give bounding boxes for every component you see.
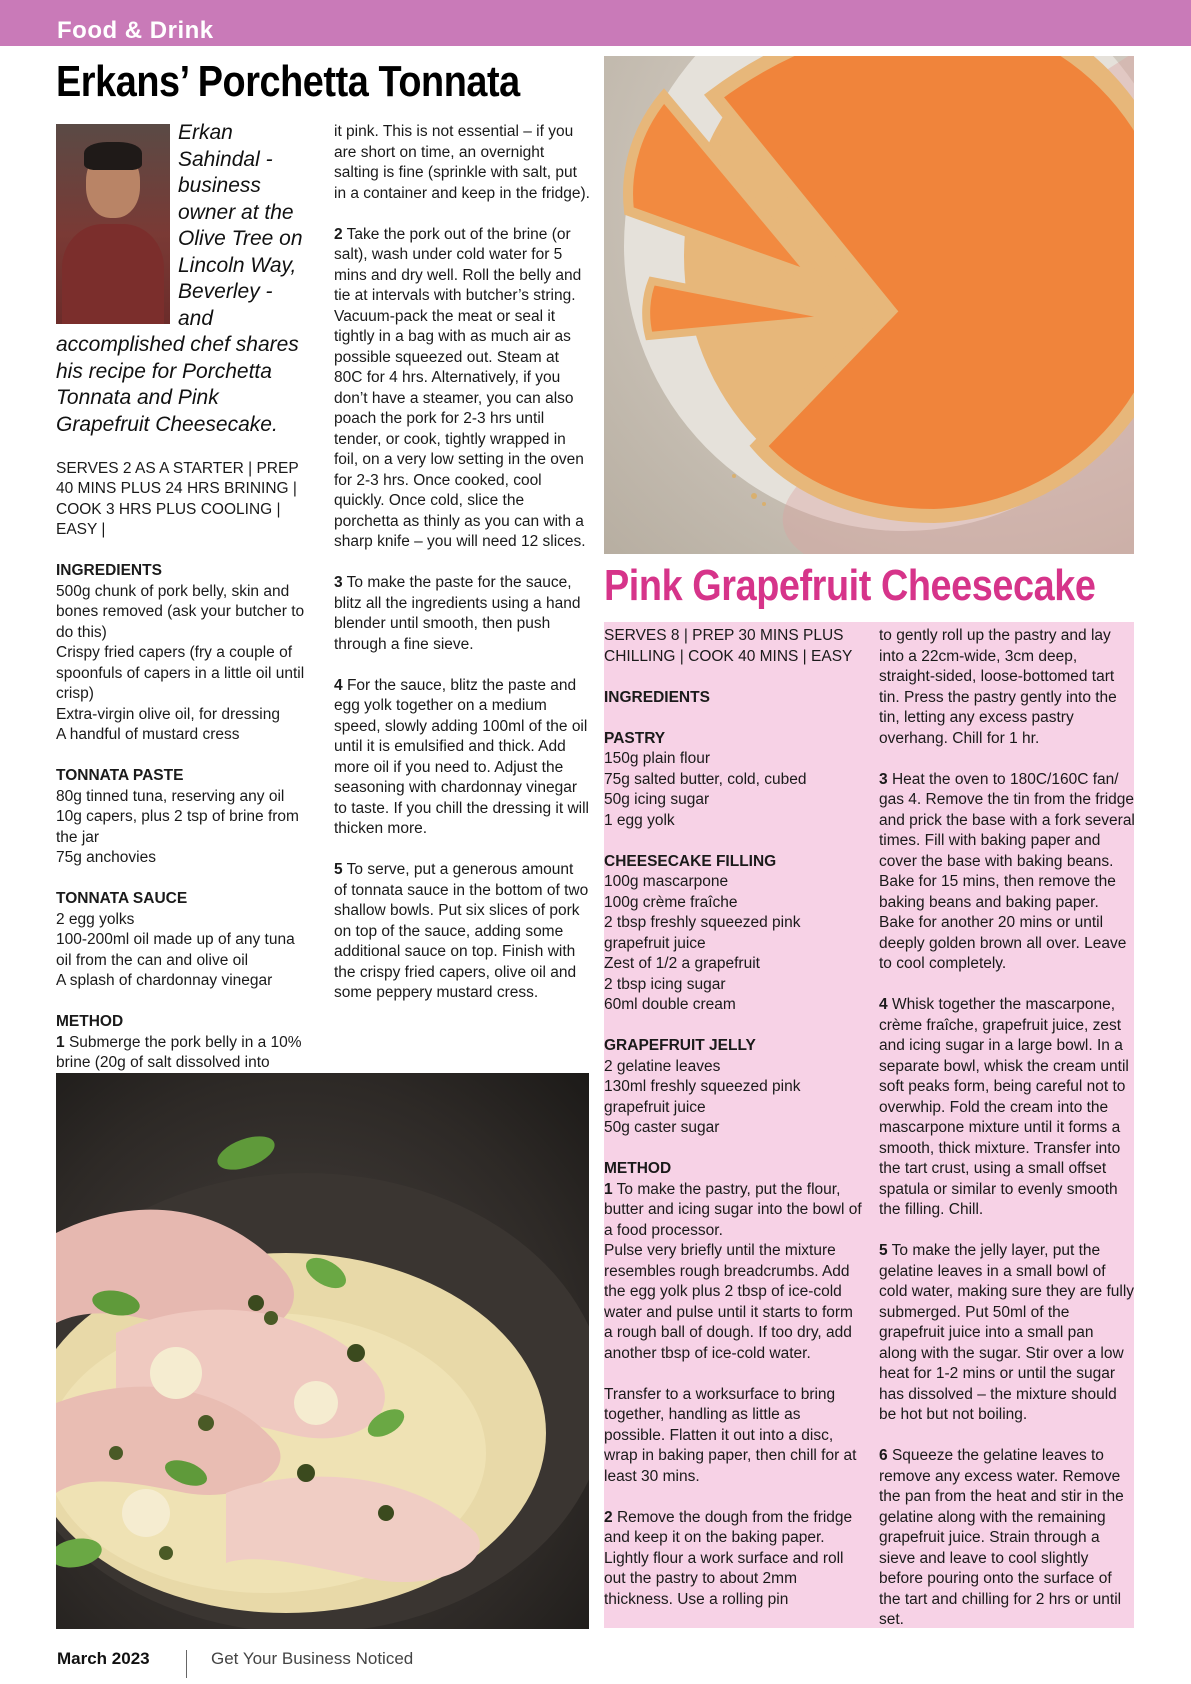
- ingredients-heading: INGREDIENTS: [56, 562, 162, 579]
- step-number: 3: [334, 574, 343, 591]
- footer-date: March 2023: [57, 1649, 150, 1668]
- ingredient-item: 75g anchovies: [56, 849, 156, 866]
- tonnata-sauce-heading: TONNATA SAUCE: [56, 890, 188, 907]
- ingredient-item: Crispy fried capers (fry a couple of spoonfuls of capers in a little oil until crisp): [56, 644, 305, 702]
- ingredient-item: 2 egg yolks: [56, 910, 135, 928]
- grapefruit-jelly-heading: GRAPEFRUIT JELLY: [604, 1037, 756, 1054]
- porchetta-column-1: [56, 120, 312, 1115]
- step-text: To make the pastry, put the flour, butter and icing sugar into the bowl of a food processor.: [604, 1180, 862, 1239]
- ingredient-item: 150g plain flour: [604, 750, 710, 767]
- ingredient-item: 2 tbsp freshly squeezed pink grapefruit juice: [604, 914, 801, 952]
- cheesecake-title: Pink Grapefruit Cheesecake: [604, 561, 1096, 610]
- step-text: Squeeze the gelatine leaves to remove any excess water. Remove the pan from the heat and stir in the gelatine along with the remaining grapefruit juice. Strain through a sieve and leave to cool slightly before pouring onto the surface of the tart and chilling for 2 hrs or until set.: [879, 1447, 1124, 1628]
- step-text: Submerge the pork belly in a 10% brine (20g of salt dissolved into: [56, 1033, 302, 1071]
- step-text: For the sauce, blitz the paste and egg yolk together on a medium speed, slowly adding 100ml of the oil until it is emulsified and thick. Add more oil if you need to. Adjust the seasoning with chardonnay vinegar to taste. If you chill the dressing it will thicken more.: [334, 676, 590, 837]
- step-text: To make the paste for the sauce, blitz all the ingredients using a hand blender until smooth, then push through a fine sieve.: [334, 574, 581, 653]
- cheesecake-filling-heading: CHEESECAKE FILLING: [604, 852, 777, 870]
- ingredient-item: 130ml freshly squeezed pink grapefruit juice: [604, 1078, 801, 1116]
- ingredients-heading: INGREDIENTS: [604, 688, 710, 706]
- method-step-1-continued: Pulse very briefly until the mixture resembles rough breadcrumbs. Add the egg yolk plus 2 tbsp of ice-cold water and pulse until it starts to form a rough ball of dough. If too dry, add another tbsp of ice-cold water.: [604, 1242, 853, 1362]
- footer-divider: [186, 1650, 187, 1678]
- step-number: 2: [604, 1508, 613, 1526]
- ingredient-item: A splash of chardonnay vinegar: [56, 972, 273, 989]
- method-step-3: [334, 573, 590, 655]
- ingredient-item: 2 gelatine leaves: [604, 1057, 721, 1075]
- porchetta-title: Erkans’ Porchetta Tonnata: [56, 57, 520, 106]
- pastry-heading: PASTRY: [604, 729, 666, 747]
- step-text: Take the pork out of the brine (or salt), wash under cold water for 5 mins and dry well. Roll the belly and tie at intervals with butcher’s string. Vacuum-pack the meat or seal it tightly in a bag with as much air as possible squeezed out. Steam at 80C for 4 hrs. Alternatively, if you don’t have a steamer, you can also poach the pork for 2-3 hrs until tender, or cook, tightly wrapped in foil, on a very low setting in the oven for 2-3 hrs. Once cooked, cool quickly. Once cold, slice the porchetta as thinly as you can with a sharp knife – you will need 12 slices.: [334, 225, 586, 550]
- method-step-1-transfer: Transfer to a worksurface to bring together, handling as little as possible. Flatten it out into a disc, wrap in baking paper, then chill for at least 30 mins.: [604, 1385, 857, 1485]
- step-text: To make the jelly layer, put the gelatine leaves in a small bowl of cold water, making sure they are fully submerged. Put 50ml of the grapefruit juice into a small pan along with the sugar. Stir over a low heat for 1-2 mins or until the sugar has dissolved – the mixture should be hot but not boiling.: [879, 1242, 1135, 1423]
- method-step-4: [334, 676, 590, 840]
- footer-tagline: Get Your Business Noticed: [211, 1649, 414, 1668]
- cheesecake-serves: SERVES 8 | PREP 30 MINS PLUS CHILLING | COOK 40 MINS | EASY: [604, 627, 853, 665]
- ingredient-item: 50g caster sugar: [604, 1119, 720, 1136]
- method-step-2: [334, 225, 590, 553]
- tonnata-paste-heading: TONNATA PASTE: [56, 767, 184, 784]
- porchetta-column-2: [334, 122, 590, 1024]
- cheesecake-photo: [604, 56, 1134, 554]
- method-heading: METHOD: [56, 1013, 124, 1030]
- step-number: 4: [879, 996, 888, 1013]
- ingredient-item: 100g crème fraîche: [604, 893, 738, 911]
- step-text: Heat the oven to 180C/160C fan/ gas 4. Remove the tin from the fridge and prick the base with a fork several times. Fill with baking paper and cover the base with baking beans. Bake for 15 mins, then remove the baking beans and baking paper. Bake for another 20 mins or until deeply golden brown all over. Leave to cool completely.: [879, 770, 1135, 972]
- method-step-5: [879, 1241, 1135, 1426]
- section-label: Food & Drink: [57, 17, 214, 44]
- method-step-1-continued: it pink. This is not essential – if you are short on time, an overnight salting is fine (sprinkle with salt, put in a container and keep in the fridge).: [334, 123, 590, 202]
- ingredient-item: 50g icing sugar: [604, 791, 710, 808]
- method-step-4: [879, 995, 1135, 1221]
- chef-intro: [56, 120, 312, 438]
- cheesecake-column-2: [879, 626, 1135, 1651]
- ingredient-item: 100g mascarpone: [604, 873, 729, 890]
- step-number: 1: [604, 1180, 613, 1198]
- step-text: To serve, put a generous amount of tonnata sauce in the bottom of two shallow bowls. Put six slices of pork on top of the sauce, adding some additional sauce on top. Finish with the crispy fried capers, olive oil and some peppery mustard cress.: [334, 861, 589, 1001]
- ingredient-item: 80g tinned tuna, reserving any oil: [56, 787, 285, 805]
- method-step-3: [879, 770, 1135, 975]
- method-step-2-continued: to gently roll up the pastry and lay into a 22cm-wide, 3cm deep, straight-sided, loose-bottomed tart tin. Press the pastry gently into the tin, letting any excess pastry overhang. Chill for 1 hr.: [879, 627, 1117, 747]
- step-number: 1: [56, 1033, 65, 1051]
- method-step-5: [334, 860, 590, 1004]
- ingredient-item: Zest of 1/2 a grapefruit: [604, 955, 760, 972]
- ingredient-item: 2 tbsp icing sugar: [604, 975, 726, 993]
- intro-text: Erkan Sahindal - business owner at the Olive Tree on Lincoln Way, Beverley - and accomplished chef shares his recipe for Porchetta Tonnata and Pink Grapefruit Cheesecake.: [56, 121, 303, 436]
- method-step-2: [604, 1508, 862, 1611]
- ingredient-item: A handful of mustard cress: [56, 726, 240, 743]
- step-number: 5: [334, 861, 343, 878]
- ingredient-item: 100-200ml oil made up of any tuna oil from the can and olive oil: [56, 931, 295, 969]
- method-heading: METHOD: [604, 1160, 672, 1177]
- porchetta-dish-photo: [56, 1073, 589, 1629]
- ingredient-item: 75g salted butter, cold, cubed: [604, 770, 807, 788]
- step-number: 5: [879, 1242, 888, 1259]
- step-text: Remove the dough from the fridge and keep it on the baking paper. Lightly flour a work surface and roll out the pastry to about 2mm thickness. Use a rolling pin: [604, 1508, 853, 1608]
- step-number: 2: [334, 225, 343, 243]
- step-number: 6: [879, 1447, 888, 1464]
- method-step-6: [879, 1446, 1135, 1631]
- cheesecake-column-1: [604, 626, 862, 1610]
- ingredient-item: 1 egg yolk: [604, 811, 675, 829]
- method-step-1: [604, 1180, 862, 1242]
- chef-portrait: [56, 124, 170, 324]
- porchetta-serves: SERVES 2 AS A STARTER | PREP 40 MINS PLUS 24 HRS BRINING | COOK 3 HRS PLUS COOLING | EASY |: [56, 459, 299, 538]
- ingredient-item: Extra-virgin olive oil, for dressing: [56, 705, 280, 723]
- ingredient-item: 10g capers, plus 2 tsp of brine from the jar: [56, 808, 299, 846]
- step-number: 4: [334, 676, 343, 694]
- step-number: 3: [879, 770, 888, 788]
- ingredient-item: 60ml double cream: [604, 996, 736, 1013]
- step-text: Whisk together the mascarpone, crème fraîche, grapefruit juice, zest and icing sugar in a large bowl. In a separate bowl, whisk the cream until soft peaks form, being careful not to overwhip. Fold the cream into the mascarpone mixture until it forms a smooth, thick mixture. Transfer into the tart crust, using a small offset spatula or similar to evenly smooth the filling. Chill.: [879, 996, 1129, 1218]
- ingredient-item: 500g chunk of pork belly, skin and bones removed (ask your butcher to do this): [56, 582, 305, 641]
